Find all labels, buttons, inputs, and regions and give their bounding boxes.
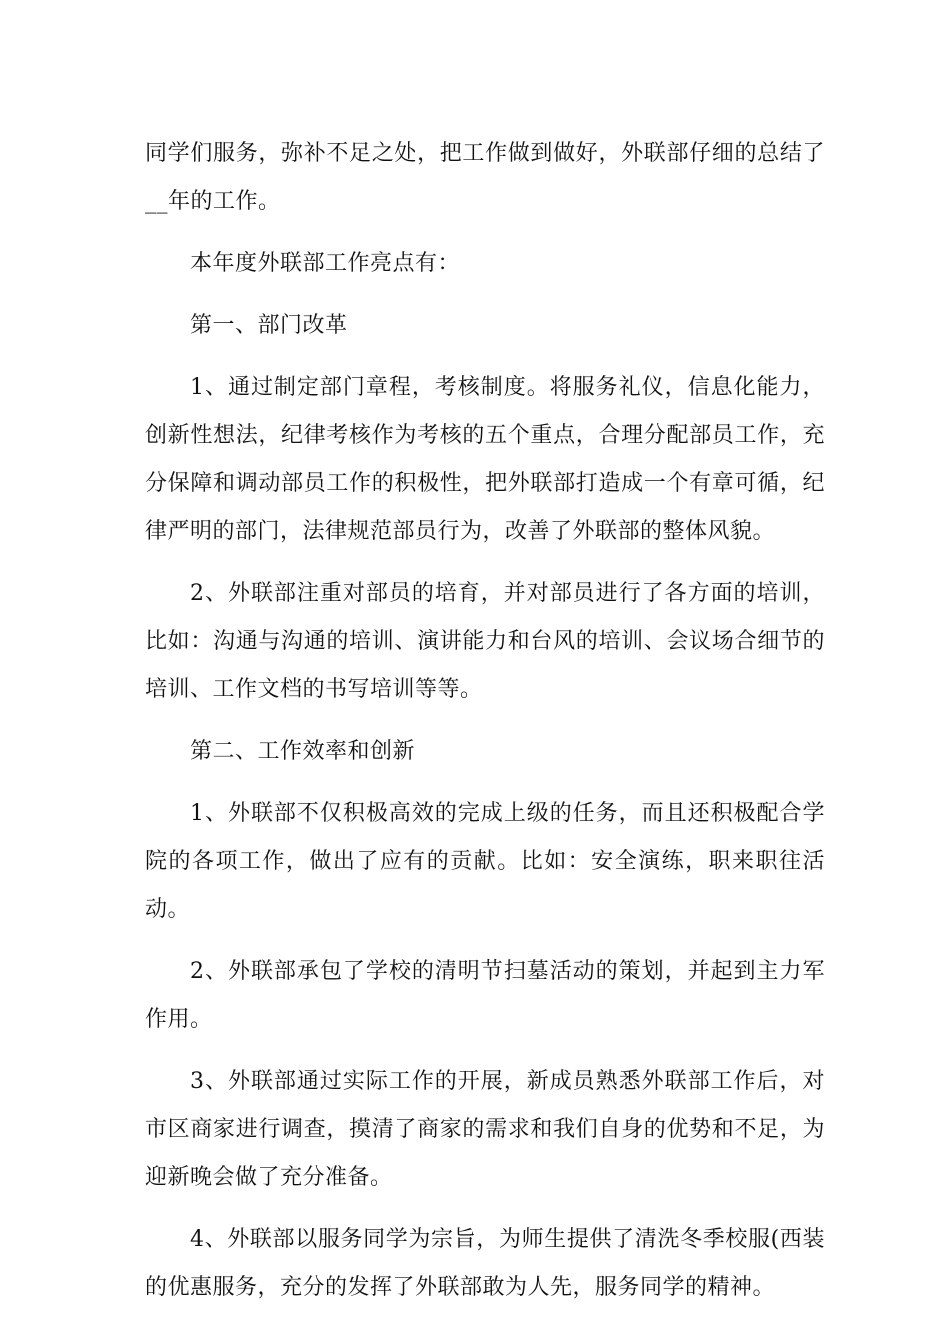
paragraph-efficiency-2: 2、外联部承包了学校的清明节扫墓活动的策划，并起到主力军作用。 xyxy=(145,959,825,1032)
paragraph-continuation: 同学们服务，弥补不足之处，把工作做到做好，外联部仔细的总结了__年的工作。 xyxy=(145,141,825,214)
paragraph-efficiency-4: 4、外联部以服务同学为宗旨，为师生提供了清洗冬季校服(西装的优惠服务，充分的发挥了外联部敢为人先，服务同学的精神。 xyxy=(145,1227,825,1300)
section-heading-reform: 第一、部门改革 xyxy=(190,313,348,338)
paragraph-efficiency-1: 1、外联部不仅积极高效的完成上级的任务，而且还积极配合学院的各项工作，做出了应有的贡献。比如：安全演练，职来职往活动。 xyxy=(145,801,825,922)
paragraph-efficiency-3: 3、外联部通过实际工作的开展，新成员熟悉外联部工作后，对市区商家进行调查，摸清了商家的需求和我们自身的优势和不足，为迎新晚会做了充分准备。 xyxy=(145,1069,825,1190)
paragraph-reform-2: 2、外联部注重对部员的培育，并对部员进行了各方面的培训，比如：沟通与沟通的培训、演讲能力和台风的培训、会议场合细节的培训、工作文档的书写培训等等。 xyxy=(145,581,825,702)
paragraph-reform-1: 1、通过制定部门章程，考核制度。将服务礼仪，信息化能力，创新性想法，纪律考核作为考核的五个重点，合理分配部员工作，充分保障和调动部员工作的积极性，把外联部打造成一个有章可循，纪律严明的部门，法律规范部员行为，改善了外联部的整体风貌。 xyxy=(145,375,825,544)
section-heading-efficiency: 第二、工作效率和创新 xyxy=(190,739,416,764)
paragraph-highlights-intro: 本年度外联部工作亮点有： xyxy=(190,251,461,276)
document-body xyxy=(145,130,825,1326)
